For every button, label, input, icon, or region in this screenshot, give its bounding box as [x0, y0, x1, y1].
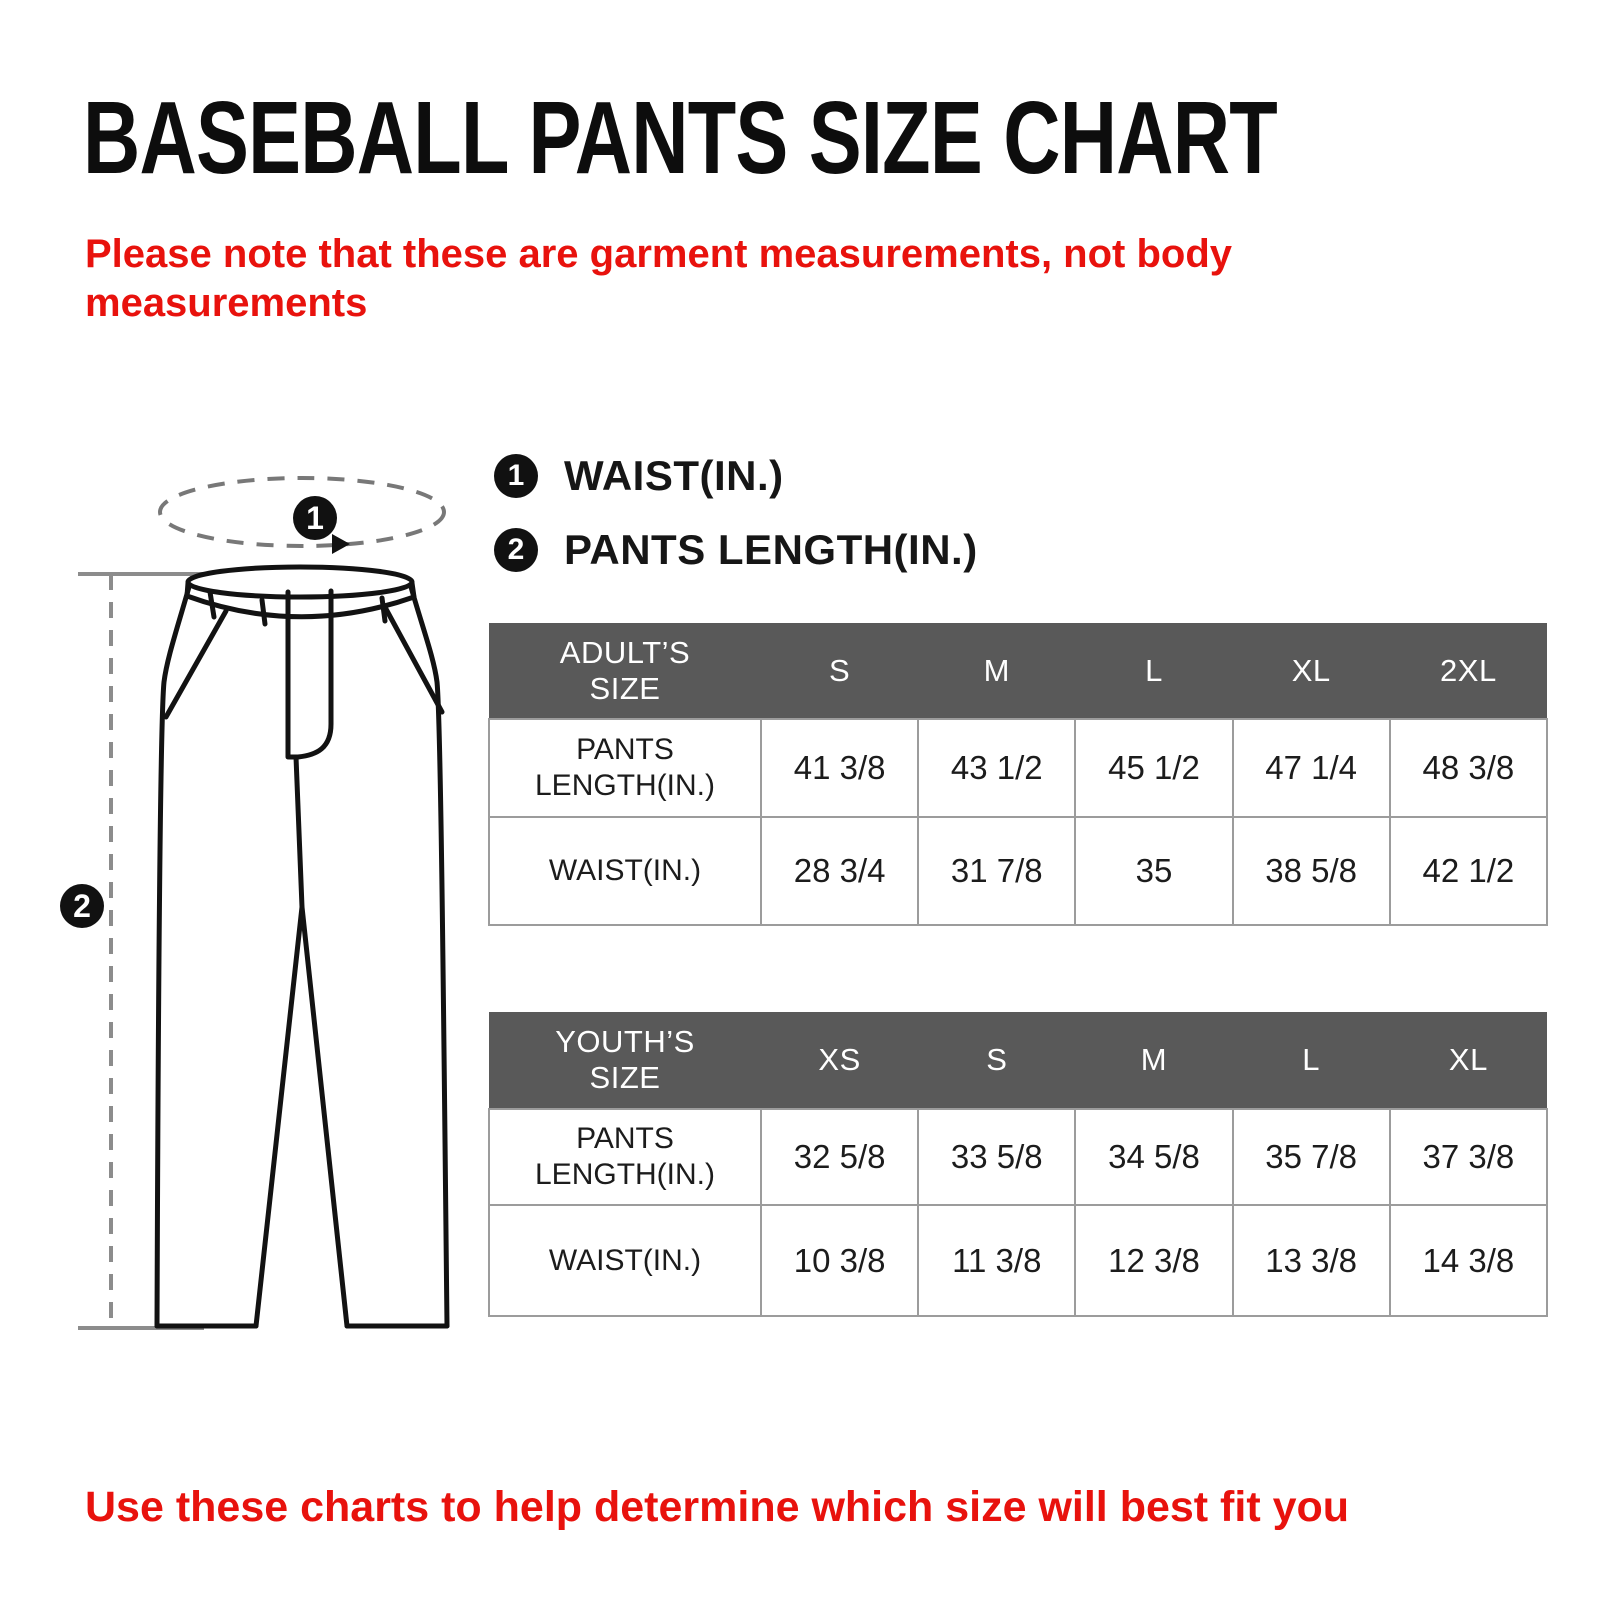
legend-item-waist	[494, 452, 978, 500]
svg-text:2: 2	[73, 888, 91, 924]
adult-size-table	[488, 623, 1548, 926]
svg-text:1: 1	[306, 500, 324, 536]
cell-value: 47 1/4	[1233, 719, 1390, 817]
cell-value: 41 3/8	[761, 719, 918, 817]
adult-size-header: ADULT’S SIZE	[489, 623, 761, 719]
youth-col-l: L	[1233, 1012, 1390, 1109]
cell-value: 48 3/8	[1390, 719, 1547, 817]
adult-col-s: S	[761, 623, 918, 719]
cell-value: 32 5/8	[761, 1109, 918, 1205]
page-title: BASEBALL PANTS SIZE CHART	[83, 80, 1277, 195]
cell-value: 35 7/8	[1233, 1109, 1390, 1205]
cell-value: 31 7/8	[918, 817, 1075, 925]
youth-col-xl: XL	[1390, 1012, 1547, 1109]
usage-note: Use these charts to help determine which size will best fit you	[85, 1483, 1350, 1531]
adult-col-xl: XL	[1233, 623, 1390, 719]
legend-label-waist: WAIST(IN.)	[564, 452, 784, 499]
youth-pants-length-row	[489, 1109, 1547, 1205]
cell-value: 35	[1075, 817, 1232, 925]
pants-outline	[157, 567, 447, 1326]
adult-col-m: M	[918, 623, 1075, 719]
legend-item-pants-length	[494, 526, 978, 574]
row-label: PANTS LENGTH(IN.)	[489, 1109, 761, 1205]
cell-value: 45 1/2	[1075, 719, 1232, 817]
youth-size-table	[488, 1012, 1548, 1317]
measure-badge-2	[60, 884, 104, 928]
row-label: PANTS LENGTH(IN.)	[489, 719, 761, 817]
cell-value: 37 3/8	[1390, 1109, 1547, 1205]
youth-header-row	[489, 1012, 1547, 1109]
cell-value: 33 5/8	[918, 1109, 1075, 1205]
waist-measure-arrow-icon	[332, 534, 350, 554]
cell-value: 38 5/8	[1233, 817, 1390, 925]
cell-value: 13 3/8	[1233, 1205, 1390, 1316]
legend-badge-2: 2	[494, 528, 538, 572]
adult-col-l: L	[1075, 623, 1232, 719]
youth-size-header: YOUTH’S SIZE	[489, 1012, 761, 1109]
cell-value: 11 3/8	[918, 1205, 1075, 1316]
youth-col-s: S	[918, 1012, 1075, 1109]
cell-value: 14 3/8	[1390, 1205, 1547, 1316]
cell-value: 43 1/2	[918, 719, 1075, 817]
cell-value: 28 3/4	[761, 817, 918, 925]
legend-label-pants-length: PANTS LENGTH(IN.)	[564, 526, 978, 573]
youth-col-m: M	[1075, 1012, 1232, 1109]
adult-pants-length-row	[489, 719, 1547, 817]
row-label: WAIST(IN.)	[489, 817, 761, 925]
cell-value: 42 1/2	[1390, 817, 1547, 925]
pants-illustration	[40, 430, 510, 1380]
pants-diagram-svg	[40, 430, 510, 1380]
youth-waist-row	[489, 1205, 1547, 1316]
legend-badge-1: 1	[494, 454, 538, 498]
youth-col-xs: XS	[761, 1012, 918, 1109]
cell-value: 12 3/8	[1075, 1205, 1232, 1316]
cell-value: 10 3/8	[761, 1205, 918, 1316]
measure-badge-1	[293, 496, 337, 540]
adult-col-2xl: 2XL	[1390, 623, 1547, 719]
measurement-legend	[494, 452, 978, 600]
adult-waist-row	[489, 817, 1547, 925]
row-label: WAIST(IN.)	[489, 1205, 761, 1316]
garment-measurement-note: Please note that these are garment measurements, not body measurements	[85, 232, 1233, 325]
adult-header-row	[489, 623, 1547, 719]
cell-value: 34 5/8	[1075, 1109, 1232, 1205]
